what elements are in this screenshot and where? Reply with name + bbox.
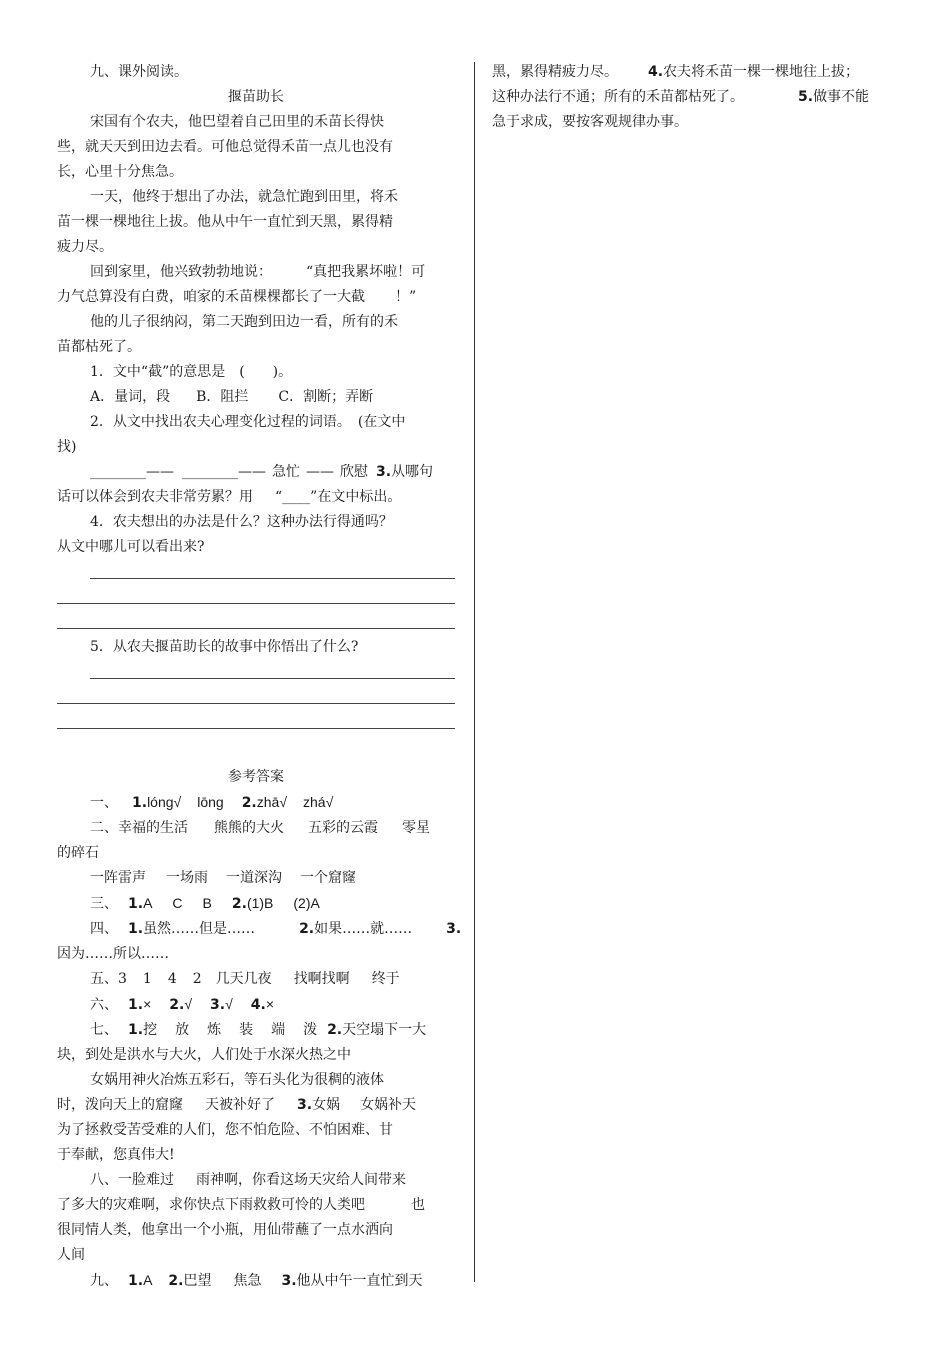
answer-line[interactable] (57, 685, 455, 710)
answer-9-cont: 这种办法行不通；所有的禾苗都枯死了。 5.做事不能 (492, 89, 870, 105)
answer-4-cont: 因为……所以…… (57, 946, 169, 962)
right-column (492, 60, 892, 135)
question-3-number: 3. (376, 464, 392, 480)
question-5: 5．从农夫揠苗助长的故事中你悟出了什么? (90, 639, 359, 655)
story-line: 宋国有个农夫，他巴望着自己田里的禾苗长得快 (90, 114, 384, 130)
story-text (57, 110, 455, 360)
question-2: 2．从文中找出农夫心理变化过程的词语。 (在文中 (90, 414, 406, 430)
answer-2-cont: 一阵雷声 一场雨 一道深沟 一个窟窿 (90, 870, 356, 886)
story-line: 他的儿子很纳闷，第二天跑到田边一看，所有的禾 (90, 314, 398, 330)
question-2-cont: 找) (57, 439, 77, 455)
story-line: 疲力尽。 (57, 239, 113, 255)
answer-7-cont: 时，泼向天上的窟窿 天被补好了 3.女娲 女娲补天 (57, 1097, 417, 1113)
story-line: 一天，他终于想出了办法，就急忙跑到田里，将禾 (90, 189, 398, 205)
answer-7-cont: 女娲用神火冶炼五彩石，等石头化为很稠的液体 (90, 1072, 384, 1088)
answer-9-cont: 急于求成，要按客观规律办事。 (492, 114, 688, 130)
answers-title: 参考答案 (228, 769, 284, 785)
answer-5: 五、3 1 4 2 几天几夜 找啊找啊 终于 (90, 971, 400, 987)
answer-8-cont: 很同情人类，他拿出一个小瓶，用仙带蘸了一点水洒向 (57, 1222, 393, 1238)
answer-line[interactable] (57, 585, 455, 610)
answer-3: 三、 1.A C B 2.(1)B (2)A (90, 895, 320, 912)
question-1-options (57, 385, 455, 410)
story-line: 苗都枯死了。 (57, 339, 141, 355)
answer-2: 二、幸福的生活 熊熊的大火 五彩的云霞 零星 (90, 820, 430, 836)
option-a: A．量词，段 (90, 389, 171, 405)
answer-7-cont: 于奉献，您真伟大! (57, 1147, 175, 1163)
question-4-cont: 从文中哪儿可以看出来? (57, 539, 205, 555)
left-column (57, 60, 462, 1294)
answer-8-cont: 人间 (57, 1247, 85, 1263)
story-title: 揠苗助长 (228, 89, 284, 105)
option-c: C．割断；弄断 (278, 389, 374, 405)
blank-1[interactable]: ________—— (90, 464, 174, 480)
answer-7-cont: 块，到处是洪水与大火，人们处于水深火热之中 (57, 1047, 351, 1063)
column-divider (474, 62, 475, 1282)
answer-2-cont: 的碎石 (57, 845, 99, 861)
question-4: 4．农夫想出的办法是什么？这种办法行得通吗？ (90, 514, 393, 530)
story-line: 长，心里十分焦急。 (57, 164, 183, 180)
story-line: 苗一棵一棵地往上拔。他从中午一直忙到天黑，累得精 (57, 214, 393, 230)
story-line: 回到家里，他兴致勃勃地说： “真把我累坏啦！可 (90, 264, 426, 280)
answer-8: 八、一脸难过 雨神啊，你看这场天灾给人间带来 (90, 1172, 406, 1188)
answer-9-cont: 黑，累得精疲力尽。 4.农夫将禾苗一棵一棵地往上拔； (492, 64, 860, 80)
answer-1: 一、 1.lóng√ lōng 2.zhā√ zhá√ (90, 794, 334, 811)
answer-4: 四、 1.虽然……但是…… 2.如果……就…… 3. (90, 921, 462, 937)
underline-mark: “____” (275, 489, 318, 505)
section-title: 九、课外阅读。 (90, 64, 188, 80)
answer-7: 七、 1.挖 放 炼 装 端 泼 2.天空塌下一大 (90, 1022, 427, 1038)
answer-6: 六、 1.× 2.√ 3.√ 4.× (90, 996, 274, 1013)
blank-2[interactable]: ________—— (182, 464, 266, 480)
answer-line[interactable] (57, 660, 455, 685)
answer-7-cont: 为了拯救受苦受难的人们，您不怕危险、不怕困难、甘 (57, 1122, 393, 1138)
story-line: 力气总算没有白费，咱家的禾苗棵棵都长了一大截 ！” (57, 289, 417, 305)
question-3: 话可以体会到农夫非常劳累？用 “____”在文中标出。 (57, 489, 402, 505)
option-b: B．阻拦 (196, 389, 249, 405)
answer-line[interactable] (57, 610, 455, 635)
answer-8-cont: 了多大的灾难啊，求你快点下雨救救可怜的人类吧 也 (57, 1197, 425, 1213)
answer-line[interactable] (57, 560, 455, 585)
answer-9: 九、 1.A 2.巴望 焦急 3.他从中午一直忙到天 (90, 1272, 423, 1289)
question-2-blanks: ________—— ________—— 急忙 —— 欣慰 3.从哪句 (90, 464, 434, 480)
question-1: 1．文中“截”的意思是 ( )。 (90, 364, 293, 380)
story-line: 些，就天天到田边去看。可他总觉得禾苗一点儿也没有 (57, 139, 393, 155)
answer-line[interactable] (57, 710, 455, 735)
